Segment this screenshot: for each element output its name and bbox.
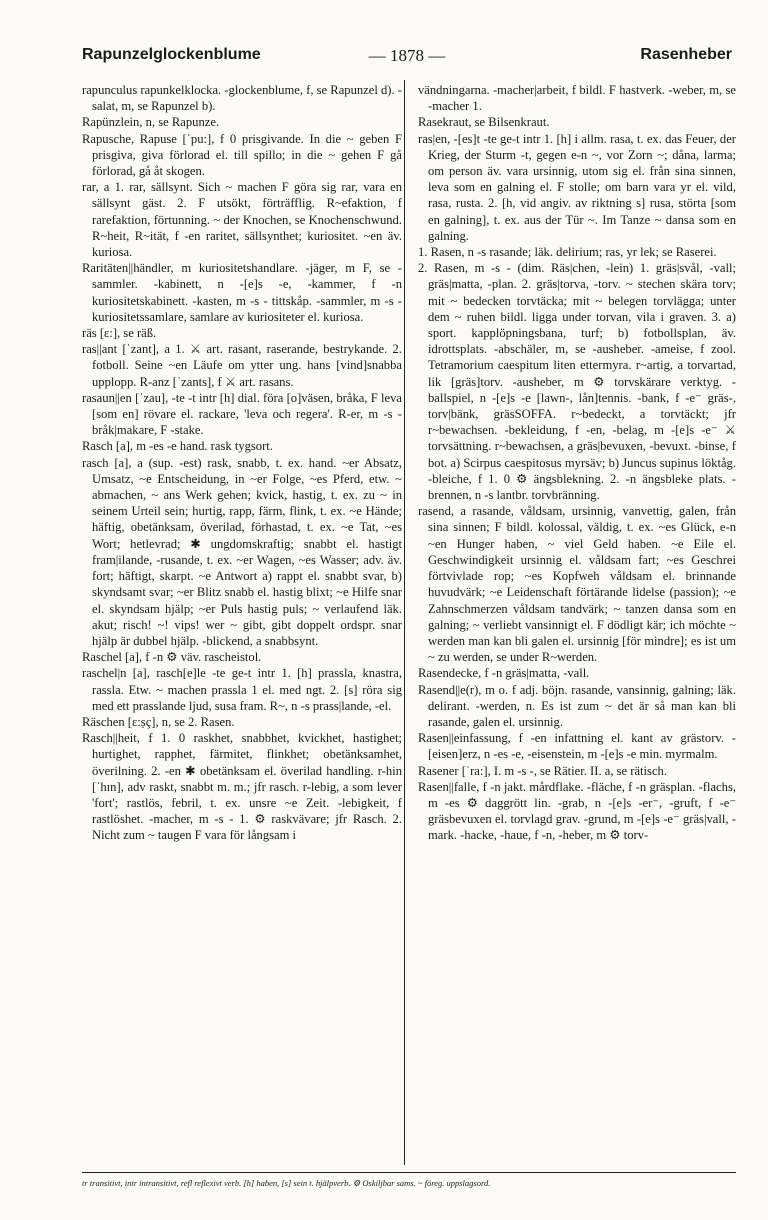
dictionary-entry: vändningarna. -macher|arbeit, f bildl. F hastverk. -weber, m, se -macher 1. [418, 83, 736, 114]
dictionary-entry: Raschel [a], f -n ⚙ väv. rascheistol. [82, 650, 262, 665]
right-column [418, 82, 736, 844]
dictionary-entry: Räschen [ɛ:ṣç], n, se 2. Rasen. [82, 714, 235, 729]
dictionary-entry: Rasen||einfassung, f -en infattning el. kant av grästorv. -[eisen]erz, n -es -e, -eisenstein, m -[e]s -e min. myrmalm. [418, 731, 736, 762]
dictionary-entry: ras|en, -[es]t -te ge-t intr 1. [h] i allm. rasa, t. ex. das Feuer, der Krieg, der Sturm -t, gegen e-n ~, vor Zorn ~; dåna, larma; om person äv. vara ursinnig, utom sig el. från sina sinnen, leva som en galning el. F stolle; om barn vara yr el. vild, rasa, rusta. 2. [h, vid angiv. av riktning s] rusa, störta [som en galning], t. ex. aus der Tür ~. Im Tanze ~ dansa som en galning. [418, 131, 736, 243]
dictionary-entry: Rasend||e(r), m o. f adj. böjn. rasande, vansinnig, galning; läk. delirant. -werden, n. Es ist zum ~ det är så man kan bli rasande, galen el. ursinnig. [418, 682, 736, 729]
dictionary-entry: 1. Rasen, n -s rasande; läk. delirium; ras, yr lek; se Raserei. [418, 245, 717, 260]
left-column [82, 82, 402, 844]
header-right-guideword: Rasenheber [640, 46, 732, 63]
dictionary-entry: Rapünzlein, n, se Rapunze. [82, 115, 220, 130]
header-left-guideword: Rapunzelglockenblume [82, 46, 261, 63]
dictionary-entry: rasend, a rasande, våldsam, ursinnig, vanvettig, galen, från sina sinnen; F bildl. kolossal, väldig, t. ex. ~es Glück, e-n ~en Hunger haben, ~ viel Geld haben. ~e Eile el. Geschwindigkeit ursinnig el. våldsam fart; ~es Geschrei förtvivlade rop; ~es Kopfweh våldsam el. brinnande huvudvärk; ~e Leidenschaft förtärande lidelse (passion); ~e Zahnschmerzen våldsam tandvärk; ~ tanzen dansa som en galning; ~ verliebt vansinnigt el. F dödligt kär; ich möchte ~ werden man kan bli galen el. ursinnig [för mindre]; es ist um ~ zu werden, se under R~werden. [418, 504, 736, 665]
dictionary-entry: ras||ant [ˈzant], a 1. ⚔ art. rasant, raserande, bestrykande. 2. fotboll. Seine ~en Läufe om ytter ung. hans [vind]snabba upplopp. R-anz [ˈzants], f ⚔ art. rasans. [82, 342, 402, 389]
dictionary-entry: Rasendecke, f -n gräs|matta, -vall. [418, 666, 590, 681]
page-header [82, 46, 732, 70]
dictionary-entry: Rasch [a], m -es -e hand. rask tygsort. [82, 439, 273, 454]
dictionary-entry: rasaun||en [ˈzau], -te -t intr [h] dial. föra [o]väsen, bråka, F leva [som en] rövare el. rackare, 'leva och regera'. R-er, m -s - bråk|makare, F -stake. [82, 390, 402, 438]
dictionary-entry: 2. Rasen, m -s - (dim. Räs|chen, -lein) 1. gräs|svål, -vall; gräs|matta, -plan. 2. gräs|torva, -torv. ~ stechen skära torv; mit ~ bedecken torvtäcka; mit ~ belegen torvlägga; unter dem ~ ruhen bildl. ligga under torvan, vila i graven. 3. a) sport. kapplöpningsbana, turf; b) fotbollsplan, äv. idrottsplats. -abschäler, m, se -ausheber. -ameise, f zool. Tetramorium caespitum liten ettermyra. r~artig, a torvartad, lik [gräs]torv. -ausheber, m ⚙ torvskärare verktyg. -ballspiel, n -[e]s -e [lawn-, lån]tennis. -bank, f -e⁻ gräs-, torv|bänk, gräsSOFFA. r~bedeckt, a torvtäckt; jfr r~bewachsen. -bekleidung, f -en, -belag, m -[e]s -e⁻ ⚔ torvsättning. r~bewachsen, a gräs|bevuxen, -bevuxt. -binse, f bot. a) Scirpus caespitosus myrsäv; b) Juncus supinus löktåg. -bleiche, f 1. 0 ⚙ ängsblekning. 2. -n ängsbleke plats. -brennen, n -s lantbr. torvbränning. [418, 261, 736, 503]
dictionary-entry: rasch [a], a (sup. -est) rask, snabb, t. ex. hand. ~er Absatz, Umsatz, ~e Entscheidung, in ~er Folge, ~es Pferd, etw. ~ abmachen, ~ ans Werk gehen; kvick, hastig, t. ex. zu ~ in seinem Urteil sein; hurtig, rapp, färm, flink, t. ex. ~e Hände; häftig, obetänksam, överilad, förhastad, t. ex. ~e Tat, ~es Wort; hetlevrad; ✱ ungdomskraftig; snabbt el. hastigt fram|ilande, -rusande, t. ex. ~er Wagen, ~es Wasser; adv. äv. fort; häftigt, skarpt. ~e Antwort a) rappt el. snabbt svar, b) skyndsamt svar; ~er Blitz snabb el. hastig blixt; ~e Hilfe snar el. skyndsam hjälp; ~er Puls hastig puls; ~ verlaufend läk. akut; risch! ~! vips! wer ~ gibt, gibt doppelt ordspr. snar hjälp är dubbel hjälp. -blickend, a snabbsynt. [82, 455, 402, 648]
dictionary-entry: Raritäten||händler, m kuriositetshandlare. -jäger, m F, se -sammler. -kabinett, n -[e]s -e, -kammer, f -n kuriositetskabinett. -kasten, m -s - tittskåp. -sammler, m -s - kuriositetssamlare, samlare av kuriositeter el. kuriosa. [82, 261, 402, 324]
dictionary-entry: Rasch||heit, f 1. 0 raskhet, snabbhet, kvickhet, hastighet; hurtighet, rapphet, färmitet, flinkhet; obetänksamhet, överilning. 2. -en ✱ obetänksam el. överilad handling. r-hin [ˈhɪn], adv raskt, snabbt m. m.; jfr rasch. r-lebig, a som lever 'fort'; rastlös, febril, t. ex. unsre ~e Zeit. -lebigkeit, f rastlöshet. -macher, m -s - 1. ⚙ raskvävare; jfr Rasch. 2. Nicht zum ~ taugen F vara för långsam i [82, 731, 402, 843]
dictionary-entry: Rasekraut, se Bilsenkraut. [418, 115, 550, 130]
page-number: — 1878 — [368, 46, 446, 65]
dictionary-entry: Rasener [ˈra:], I. m -s -, se Rätier. II. a, se rätisch. [418, 763, 667, 778]
footer-rule [82, 1172, 736, 1173]
dictionary-entry: rar, a 1. rar, sällsynt. Sich ~ machen F göra sig rar, vara en sällsynt gäst. 2. F utsökt, förträfflig. R~efaktion, f rarefaktion, förtunning. ~ der Knochen, se Knochenschwund. R~heit, R~ität, f -en raritet, sällsynthet; kuriositet. ~en äv. kuriosa. [82, 180, 402, 260]
abbreviation-footer: tr transitivt, intr intransitivt, refl reflexivt verb. [h] haben, [s] sein t. hjälpverb. ⚙ Oskiljbar sams. ~ föreg. uppslagsord. [82, 1178, 491, 1188]
column-divider [404, 80, 405, 1165]
dictionary-entry: Rapusche, Rapuse [ˈpu:], f 0 prisgivande. In die ~ geben F prisgiva, giva förlorad el. till spillo; in die ~ gehen F gå förlorad, gå åt skogen. [82, 131, 402, 179]
dictionary-entry: Rasen||falle, f -n jakt. mårdflake. -fläche, f -n gräsplan. -flachs, m -es ⚙ daggrött lin. -grab, n -[e]s -er⁻, -gruft, f -e⁻ gräsbevuxen el. torvlagd grav. -grund, m -[e]s -e⁻ gräs|vall, -mark. -hacke, -haue, f -n, -heber, m ⚙ torv- [418, 779, 736, 843]
dictionary-entry: raschel|n [a], rasch[e]le -te ge-t intr 1. [h] prassla, knastra, rassla. Etw. ~ machen prassla 1 el. med ngt. 2. [s] röra sig med ett prasslande ljud, susa fram. R~, n -s prass|lande, -el. [82, 666, 402, 713]
dictionary-entry: räs [ɛ:], se räß. [82, 326, 157, 341]
dictionary-entry: rapunculus rapunkelklocka. -glockenblume, f, se Rapunzel d). -salat, m, se Rapunzel b). [82, 83, 402, 114]
